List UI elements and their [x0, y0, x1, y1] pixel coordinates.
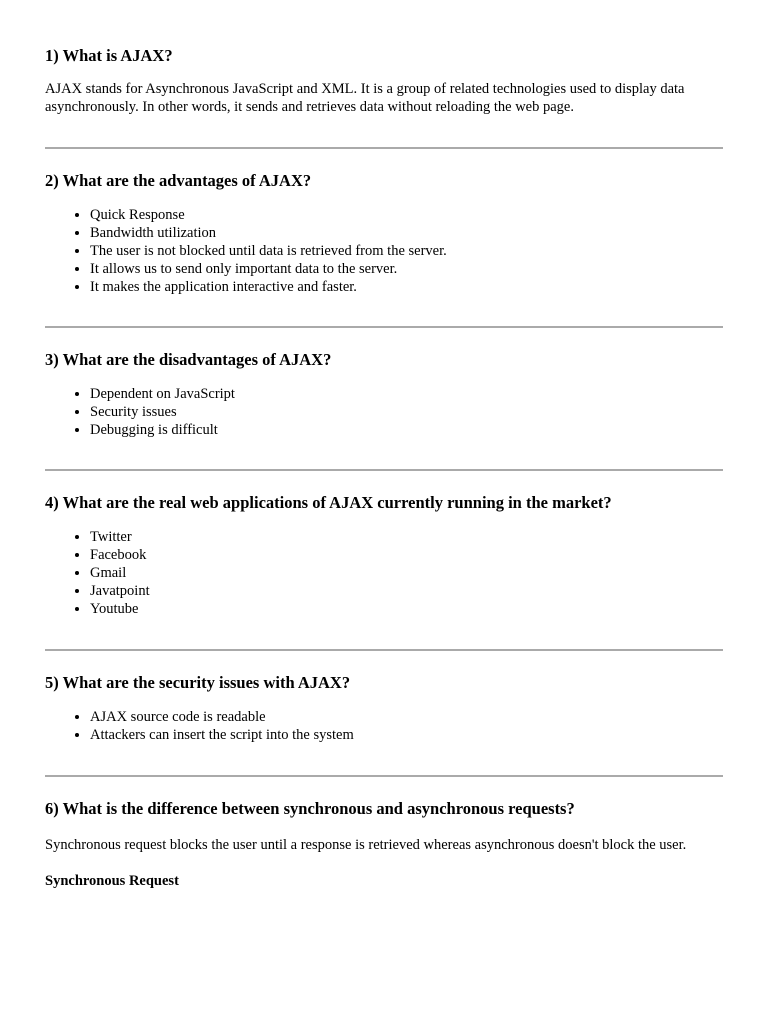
section-6-heading: 6) What is the difference between synchronous and asynchronous requests? [45, 799, 575, 818]
list-item: • Youtube [90, 600, 723, 618]
list-item: • AJAX source code is readable [90, 708, 723, 726]
list-item: • Twitter [90, 528, 723, 546]
list-item: • The user is not blocked until data is retrieved from the server. [90, 242, 723, 260]
list-item: • Bandwidth utilization [90, 224, 723, 242]
section-4 [45, 471, 723, 618]
section-6-paragraph: Synchronous request blocks the user until a response is retrieved whereas asynchronous doesn't block the user. [45, 837, 687, 853]
section-6-subheading: Synchronous Request [45, 873, 179, 889]
list-item: • It allows us to send only important data to the server. [90, 260, 723, 278]
section-1 [45, 0, 723, 116]
list-item: • Security issues [90, 403, 723, 421]
list-item: • Attackers can insert the script into the system [90, 726, 723, 744]
section-4-list [45, 528, 723, 618]
list-item: • Gmail [90, 564, 723, 582]
section-4-heading: 4) What are the real web applications of AJAX currently running in the market? [45, 493, 612, 512]
list-item: • Quick Response [90, 206, 723, 224]
section-3 [45, 328, 723, 439]
section-5-list [45, 708, 723, 744]
section-3-heading: 3) What are the disadvantages of AJAX? [45, 350, 332, 369]
section-1-paragraph: AJAX stands for Asynchronous JavaScript and XML. It is a group of related technologies used to display data asynchronously. In other words, it sends and retrieves data without reloading the web page. [45, 81, 685, 115]
section-5-heading: 5) What are the security issues with AJAX? [45, 673, 351, 692]
section-2-list [45, 206, 723, 296]
list-item: • It makes the application interactive and faster. [90, 278, 723, 296]
section-1-heading: 1) What is AJAX? [45, 46, 173, 65]
list-item: • Debugging is difficult [90, 421, 723, 439]
section-3-list [45, 385, 723, 439]
list-item: • Facebook [90, 546, 723, 564]
section-5 [45, 651, 723, 744]
section-2-heading: 2) What are the advantages of AJAX? [45, 171, 312, 190]
section-6 [45, 777, 723, 890]
list-item: • Dependent on JavaScript [90, 385, 723, 403]
list-item: • Javatpoint [90, 582, 723, 600]
section-2 [45, 149, 723, 296]
